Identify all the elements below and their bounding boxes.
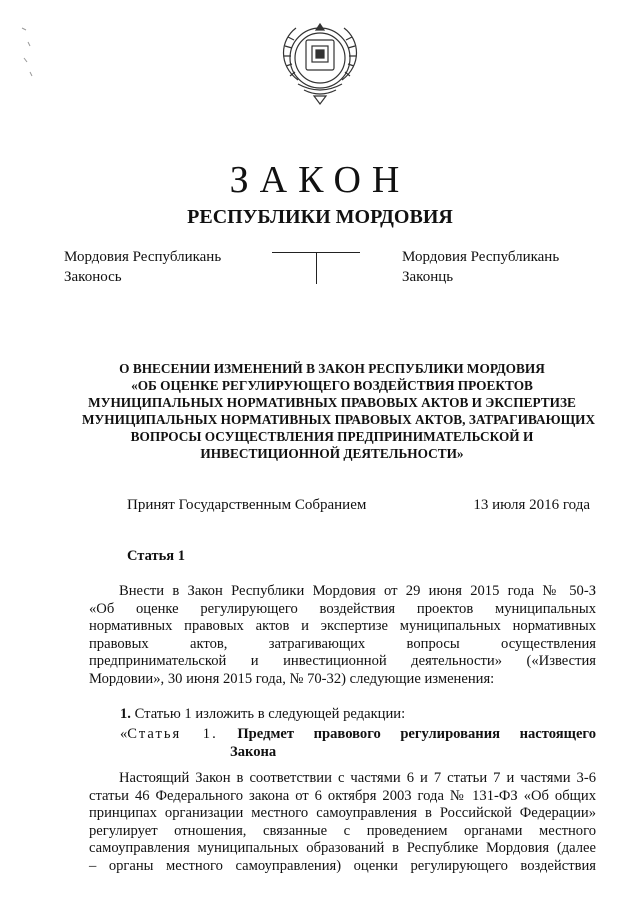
paragraph-line: правовых актов, затрагивающих вопросы осуществления	[89, 635, 596, 652]
adoption-label: Принят Государственным Собранием	[127, 497, 367, 513]
scan-artifact-marks	[18, 24, 38, 80]
heading-line: «ОБ ОЦЕНКЕ РЕГУЛИРУЮЩЕГО ВОЗДЕЙСТВИЯ ПРОЕКТОВ	[131, 378, 533, 393]
quoted-article-heading	[120, 726, 596, 743]
paragraph-line: регулирует отношения, связанные с проведением органами местного	[89, 822, 596, 839]
quoted-article-title-cont: Закона	[230, 744, 277, 760]
header-divider-vertical	[316, 252, 317, 284]
paragraph-line: Внести в Закон Республики Мордовия от 29 июня 2015 года № 50-З	[119, 583, 596, 599]
item-1	[120, 706, 405, 723]
erzya-header-line: Законось	[64, 269, 122, 285]
item-text: Статью 1 изложить в следующей редакции:	[134, 706, 406, 722]
heading-line: МУНИЦИПАЛЬНЫХ НОРМАТИВНЫХ ПРАВОВЫХ АКТОВ И ЭКСПЕРТИЗЕ	[88, 395, 576, 410]
paragraph-line: принципах организации местного самоуправления в Российской Федерации»	[89, 805, 596, 822]
paragraph-line: – органы местного самоуправления) оценки регулирующего воздействия	[89, 857, 596, 874]
law-subtitle: РЕСПУБЛИКИ МОРДОВИЯ	[187, 206, 453, 228]
paragraph-line: предпринимательской и инвестиционной деятельности» («Известия	[89, 653, 596, 670]
paragraph-line: статьи 46 Федерального закона от 6 октября 2003 года № 131-ФЗ «Об общих	[89, 787, 596, 804]
law-title: ЗАКОН	[229, 159, 411, 201]
paragraph-line: самоуправления муниципальных образований в Республике Мордовия (далее	[89, 840, 596, 857]
quoted-article-title: Предмет правового регулирования настоящего	[237, 726, 596, 742]
quoted-article-label: Статья 1.	[127, 726, 218, 742]
law-heading	[82, 360, 596, 462]
erzya-header	[64, 247, 221, 287]
moksha-header	[402, 247, 559, 287]
heading-line: О ВНЕСЕНИИ ИЗМЕНЕНИЙ В ЗАКОН РЕСПУБЛИКИ МОРДОВИЯ	[119, 361, 545, 376]
coat-of-arms-icon	[268, 10, 372, 110]
article-1-label: Статья 1	[127, 548, 185, 564]
heading-line: МУНИЦИПАЛЬНЫХ НОРМАТИВНЫХ ПРАВОВЫХ АКТОВ, ЗАТРАГИВАЮЩИХ	[82, 412, 596, 427]
paragraph-subject	[89, 770, 596, 876]
moksha-header-line: Мордовия Республикань	[402, 249, 560, 265]
moksha-header-line: Законць	[402, 269, 454, 285]
quote-open: «	[120, 726, 128, 742]
paragraph-line: «Об оценке регулирующего воздействия проектов муниципальных	[89, 600, 596, 617]
item-number: 1.	[120, 706, 131, 722]
erzya-header-line: Мордовия Республикань	[64, 249, 222, 265]
paragraph-line: нормативных правовых актов и экспертизе муниципальных нормативных	[89, 618, 596, 635]
heading-line: ИНВЕСТИЦИОННОЙ ДЕЯТЕЛЬНОСТИ»	[200, 446, 464, 461]
paragraph-amendment	[89, 583, 596, 689]
paragraph-line: Мордовии», 30 июня 2015 года, № 70-32) следующие изменения:	[89, 670, 495, 687]
heading-line: ВОПРОСЫ ОСУЩЕСТВЛЕНИЯ ПРЕДПРИНИМАТЕЛЬСКОЙ И	[130, 429, 534, 444]
paragraph-line: Настоящий Закон в соответствии с частями 6 и 7 статьи 7 и частями 3-6	[119, 770, 596, 786]
adoption-date: 13 июля 2016 года	[473, 497, 590, 513]
